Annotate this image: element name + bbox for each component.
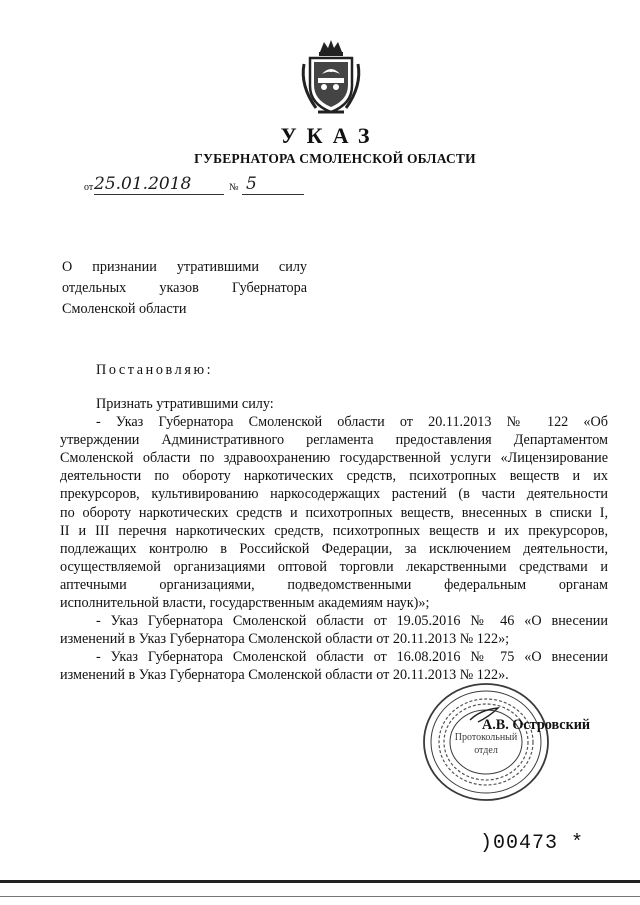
body-line: подлежащих контролю в Российской Федерации, за исключением деятельности, xyxy=(60,540,608,557)
number-prefix: № xyxy=(229,182,239,193)
stamp-center-line1: Протокольный xyxy=(454,732,518,743)
body-line: Признать утратившими силу: xyxy=(96,396,274,412)
body-line: изменений в Указ Губернатора Смоленской области от 20.11.2013 № 122». xyxy=(60,667,509,684)
body-line: по обороту наркотических средств и психотропных веществ, внесенных в списки I, xyxy=(60,504,608,521)
body-line: - Указ Губернатора Смоленской области от 19.05.2016 № 46 «О внесении xyxy=(96,613,608,630)
body-line: Смоленской области по здравоохранению государственной услуги «Лицензирование xyxy=(60,450,608,467)
number-underline xyxy=(242,194,304,195)
subject-line: О признании утратившими силу xyxy=(62,259,307,275)
official-stamp xyxy=(420,680,552,805)
bottom-border xyxy=(0,880,640,883)
date-underline xyxy=(94,194,224,195)
body-line: II и III перечня наркотических средств, психотропных веществ и их прекурсоров, xyxy=(60,522,608,539)
body-line: изменений в Указ Губернатора Смоленской области от 20.11.2013 № 122»; xyxy=(60,631,510,648)
body-line: деятельности по обороту наркотических средств, психотропных веществ и их xyxy=(60,468,608,485)
subject-line: Смоленской области xyxy=(62,301,187,317)
number-value: 5 xyxy=(246,174,257,194)
date-value: 25.01.2018 xyxy=(94,174,192,194)
coat-of-arms-emblem xyxy=(296,38,366,118)
body-text xyxy=(60,395,608,685)
body-line: утверждении Административного регламента предоставления Департаментом xyxy=(60,432,608,449)
body-line: аптечными организациями, подведомственными федеральным органам xyxy=(60,576,608,593)
body-line: прекурсоров, культивированию наркосодержащих растений (в части деятельности xyxy=(60,486,608,503)
document-title: УКАЗ xyxy=(280,123,380,148)
subject-line: отдельных указов Губернатора xyxy=(62,280,307,296)
subject-block xyxy=(62,257,307,320)
date-number-line xyxy=(84,176,304,198)
bottom-border-thin xyxy=(0,896,640,897)
decree-word: Постановляю: xyxy=(96,362,214,378)
document-subtitle: ГУБЕРНАТОРА СМОЛЕНСКОЙ ОБЛАСТИ xyxy=(194,151,476,166)
date-prefix: от xyxy=(84,182,94,193)
body-line: исполнительной власти, государственным академиям наук)»; xyxy=(60,595,430,612)
body-line: - Указ Губернатора Смоленской области от 16.08.2016 № 75 «О внесении xyxy=(96,649,608,666)
body-line: осуществляемой организациями оптовой торговли лекарственными средствами и xyxy=(60,558,608,575)
body-line: - Указ Губернатора Смоленской области от 20.11.2013 № 122 «Об xyxy=(96,414,608,431)
registry-number: )00473 * xyxy=(480,832,585,855)
signature-name: А.В. Островский xyxy=(482,717,591,733)
stamp-center-line2: отдел xyxy=(474,745,498,756)
